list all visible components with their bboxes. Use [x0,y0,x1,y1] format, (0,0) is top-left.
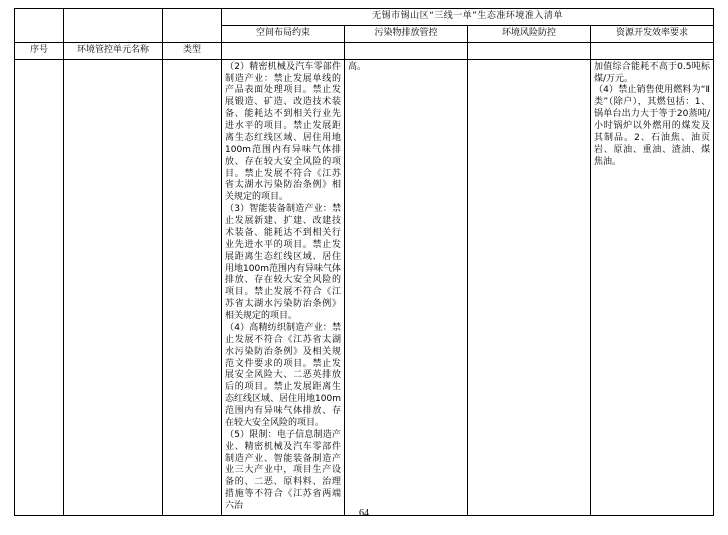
header-pollutant-spacer [345,42,468,59]
table-header-row-title [15,9,714,26]
table-row [15,59,714,515]
cell-seq [15,59,64,515]
header-risk-spacer [468,42,591,59]
header-cell-type-merge [163,9,222,43]
table-header-row-labels [15,42,714,59]
header-resource-use: 资源开发效率要求 [591,25,714,42]
header-space-layout-spacer [222,42,345,59]
cell-type [163,59,222,515]
cell-space-layout: （2）精密机械及汽车零部件制造产业：禁止发展单线的产品表面处理项目。禁止发展锻造、矿造、改造技术装备、能耗达不到相关行业先进水平的项目。禁止发展距离生态红线区域、居住用地100m范围内有异味气体排放、存在较大安全风险的项目。禁止发展不符合《江苏省太湖水污染防治条例》相关规定的项目。 （3）智能装备制造产业：禁止发展新建、扩建、改建技术装备、能耗达不到相关行业先进水平的项目。禁止发展距离生态红线区域、居住用地100m范围内有异味气体排放、存在较大安全风险的项目。禁止发展不符合《江苏省太湖水污染防治条例》相关规定的项目。 （4）高精纺织制造产业：禁止发展不符合《江苏省太湖水污染防治条例》及相关规范文件要求的项目。禁止发展安全风险大、二恶英排放后的项目。禁止发展距离生态红线区域、居住用地100m范围内有异味气体排放、存在较大安全风险的项目。 （5）限制：电子信息制造产业、精密机械及汽车零部件制造产业、智能装备制造产业三大产业中，项目生产设备的、二恶、原料料、治理措施等不符合《江苏省两端六治 [222,59,345,515]
header-pollutant-control: 污染物排放管控 [345,25,468,42]
header-space-layout: 空间布局约束 [222,25,345,42]
header-risk-prevention: 环境风险防控 [468,25,591,42]
environment-admittance-table [14,8,714,516]
cell-unit-name [64,59,163,515]
header-resource-spacer [591,42,714,59]
header-seq: 序号 [15,42,64,59]
cell-resource-use: 加值综合能耗不高于0.5吨标煤/万元。 （4）禁止销售使用燃料为“Ⅱ类”（除户），其燃包括：1、锅单台出力大于等于20蒸吨/小时锅炉以外燃用的煤发及其制品。2、石油焦、油页岩、原油、重油、渣油、煤焦油。 [591,59,714,515]
cell-pollutant-control: 高。 [345,59,468,515]
page-number: 64 [359,508,369,519]
header-cell-seq-merge [15,9,64,43]
header-cell-unit-merge [64,9,163,43]
header-unit-name: 环境管控单元名称 [64,42,163,59]
header-type: 类型 [163,42,222,59]
cell-risk-prevention [468,59,591,515]
table-title: 无锡市锡山区“三线一单”生态准环境准入清单 [222,9,714,26]
